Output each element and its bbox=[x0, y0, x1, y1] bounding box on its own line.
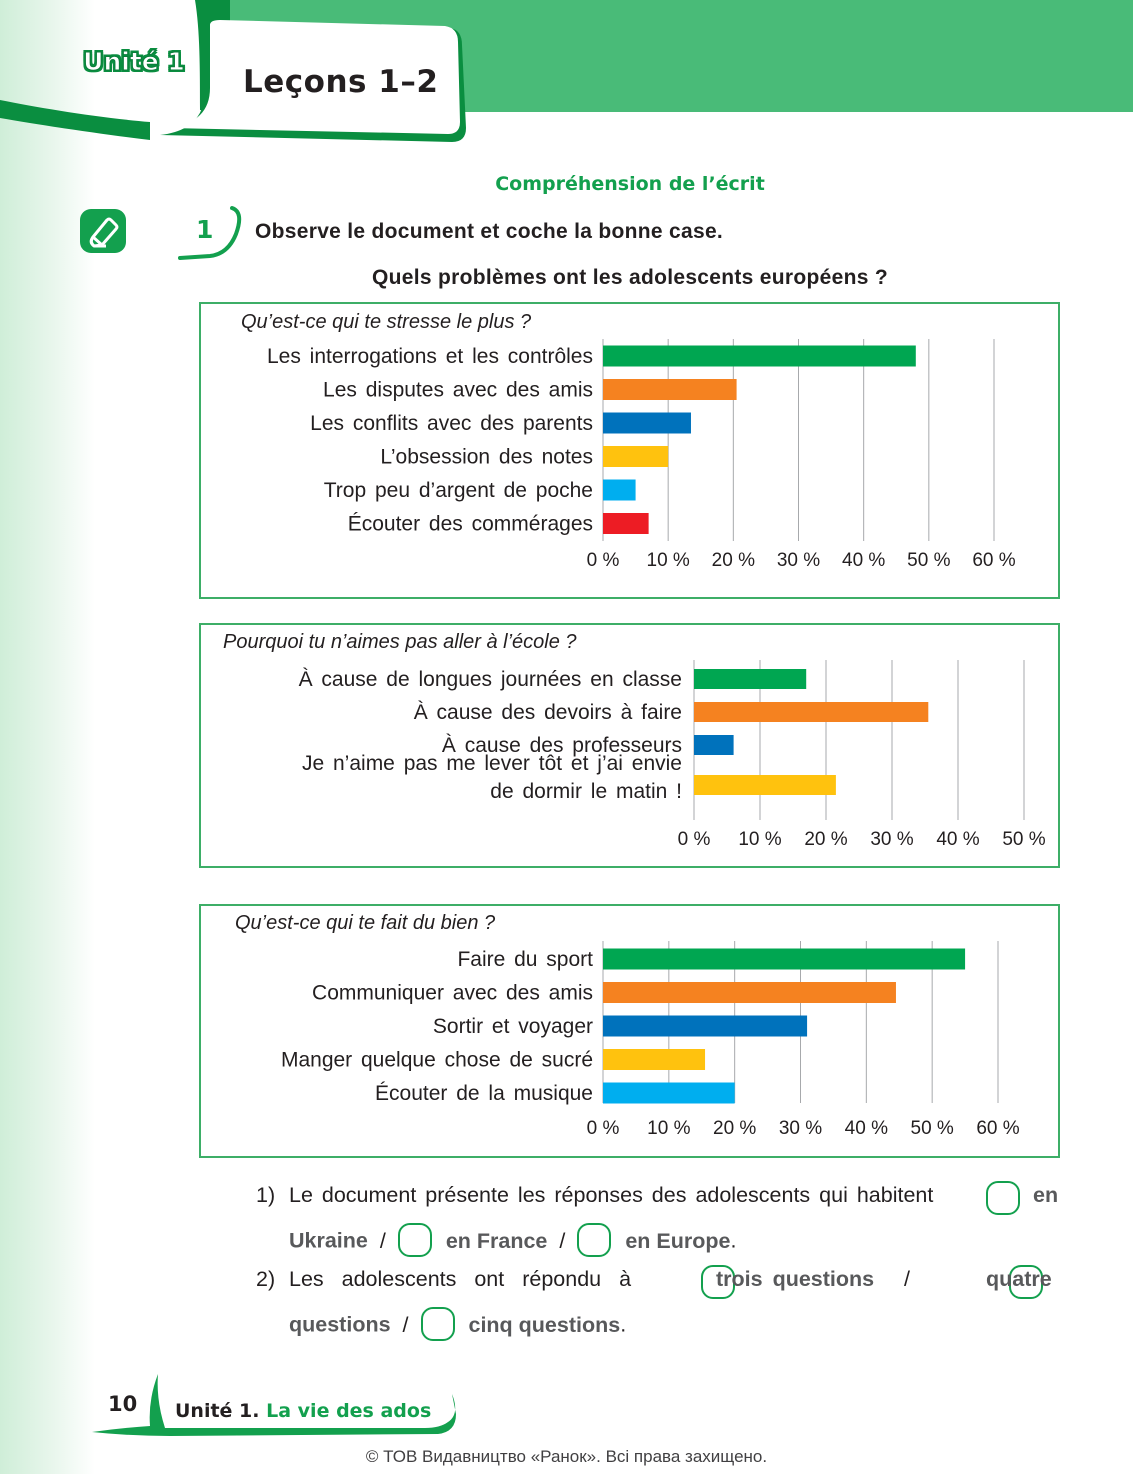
bar bbox=[694, 735, 734, 755]
x-tick-label: 10 % bbox=[647, 1118, 691, 1139]
x-tick-label: 30 % bbox=[776, 550, 821, 571]
separator: / bbox=[379, 1228, 386, 1253]
answer-1-option-1b: Ukraine bbox=[289, 1228, 368, 1253]
answer-2-text: Les adolescents ont répondu à bbox=[289, 1267, 632, 1291]
category-label: Écouter de la musique bbox=[375, 1082, 593, 1105]
answer-1-text-wrap bbox=[289, 1183, 933, 1208]
category-label: Je n’aime pas me lever tôt et j’ai envie bbox=[301, 752, 682, 775]
bar bbox=[603, 1016, 807, 1037]
x-tick-label: 10 % bbox=[646, 550, 690, 571]
bar bbox=[694, 669, 806, 689]
answer-2-line-2 bbox=[289, 1309, 626, 1343]
x-tick-label: 0 % bbox=[586, 550, 620, 571]
chart-plot-stress bbox=[201, 304, 1062, 601]
bar bbox=[603, 480, 636, 501]
answer-2-option-3: cinq questions bbox=[468, 1312, 621, 1337]
exercise-instruction: Observe le document et coche la bonne case. bbox=[255, 220, 724, 243]
x-tick-label: 0 % bbox=[586, 1118, 620, 1139]
answer-2-option-2a: quatre bbox=[986, 1267, 1052, 1291]
x-tick-label: 40 % bbox=[842, 550, 886, 571]
bar bbox=[603, 413, 691, 434]
answer-1-line-1 bbox=[256, 1183, 275, 1208]
checkbox-france[interactable] bbox=[398, 1223, 432, 1257]
bar bbox=[603, 379, 737, 400]
x-tick-label: 50 % bbox=[1002, 829, 1046, 850]
x-tick-label: 20 % bbox=[711, 550, 755, 571]
x-tick-label: 50 % bbox=[910, 1118, 954, 1139]
bar bbox=[694, 775, 836, 795]
category-label: Les interrogations et les contrôles bbox=[266, 345, 593, 368]
answer-1-option-3: en Europe bbox=[625, 1228, 731, 1253]
category-label: L’obsession des notes bbox=[380, 445, 593, 469]
chart-plot-wellbeing bbox=[201, 906, 1062, 1160]
category-label: À cause de longues journées en classe bbox=[298, 668, 682, 691]
chart-question: Qu’est-ce qui te fait du bien ? bbox=[235, 912, 496, 934]
copyright: © ТОВ Видавництво «Ранок». Всі права захищено. bbox=[365, 1447, 768, 1466]
chart-plot-school bbox=[201, 625, 1062, 870]
answer-2-number: 2) bbox=[256, 1267, 276, 1291]
answer-1-option-2: en France bbox=[445, 1228, 548, 1253]
x-tick-label: 10 % bbox=[738, 829, 782, 850]
category-label: Écouter des commérages bbox=[347, 512, 593, 536]
bar bbox=[603, 949, 965, 970]
answer-1-text: Le document présente les réponses des adolescents qui habitent bbox=[289, 1183, 934, 1207]
lesson-title: Leçons 1–2 bbox=[243, 64, 439, 100]
checkbox-europe[interactable] bbox=[577, 1223, 611, 1257]
answer-2-option-2b: questions bbox=[289, 1312, 391, 1337]
footer-unit-label: Unité 1. bbox=[175, 1400, 260, 1422]
category-label: Sortir et voyager bbox=[432, 1015, 593, 1038]
x-tick-label: 60 % bbox=[972, 550, 1016, 571]
category-label: Les conflits avec des parents bbox=[310, 412, 593, 435]
bar bbox=[603, 513, 649, 534]
chart-stress bbox=[199, 302, 1060, 599]
exercise-number: 1 bbox=[196, 215, 214, 244]
bar bbox=[603, 346, 916, 367]
category-label: Les disputes avec des amis bbox=[323, 378, 593, 402]
x-tick-label: 20 % bbox=[804, 829, 848, 850]
page-number: 10 bbox=[108, 1392, 138, 1416]
chart-question: Qu’est-ce qui te stresse le plus ? bbox=[241, 311, 532, 333]
period: . bbox=[730, 1228, 737, 1253]
x-tick-label: 40 % bbox=[844, 1118, 888, 1139]
footer-unit bbox=[175, 1400, 431, 1422]
book-icon bbox=[78, 207, 130, 257]
bar bbox=[603, 446, 668, 467]
x-tick-label: 60 % bbox=[976, 1118, 1020, 1139]
answer-1-line-2 bbox=[289, 1225, 736, 1259]
section-title: Compréhension de l’écrit bbox=[495, 173, 765, 195]
category-label: Manger quelque chose de sucré bbox=[280, 1048, 593, 1072]
chart-question: Pourquoi tu n’aimes pas aller à l’école ? bbox=[223, 631, 577, 653]
separator: / bbox=[904, 1267, 910, 1291]
x-tick-label: 0 % bbox=[677, 829, 711, 850]
category-label: de dormir le matin ! bbox=[490, 780, 682, 803]
unit-badge: Unité 1 bbox=[83, 47, 185, 76]
answer-1-number: 1) bbox=[256, 1183, 276, 1207]
checkbox-ukraine[interactable] bbox=[986, 1181, 1020, 1215]
category-label: À cause des professeurs bbox=[441, 734, 682, 757]
bar bbox=[603, 1083, 735, 1104]
category-label: Communiquer avec des amis bbox=[312, 981, 593, 1005]
bar bbox=[603, 982, 896, 1003]
answers bbox=[256, 1183, 1060, 1337]
x-tick-label: 30 % bbox=[870, 829, 914, 850]
category-label: Faire du sport bbox=[457, 948, 593, 971]
answer-1-option-1a: en bbox=[1033, 1183, 1059, 1207]
category-label: Trop peu d’argent de poche bbox=[323, 479, 593, 502]
separator: / bbox=[402, 1312, 409, 1337]
x-tick-label: 40 % bbox=[936, 829, 980, 850]
x-tick-label: 50 % bbox=[907, 550, 951, 571]
period: . bbox=[620, 1312, 627, 1337]
bar bbox=[694, 702, 928, 722]
separator: / bbox=[559, 1228, 566, 1253]
chart-school bbox=[199, 623, 1060, 868]
document-title: Quels problèmes ont les adolescents européens ? bbox=[372, 266, 888, 289]
checkbox-cinq-questions[interactable] bbox=[421, 1307, 455, 1341]
x-tick-label: 20 % bbox=[713, 1118, 757, 1139]
chart-wellbeing bbox=[199, 904, 1060, 1158]
x-tick-label: 30 % bbox=[778, 1118, 823, 1139]
bar bbox=[603, 1049, 705, 1070]
footer-unit-name: La vie des ados bbox=[266, 1400, 432, 1422]
category-label: À cause des devoirs à faire bbox=[413, 701, 682, 724]
answer-2-option-1: trois questions bbox=[716, 1267, 875, 1291]
